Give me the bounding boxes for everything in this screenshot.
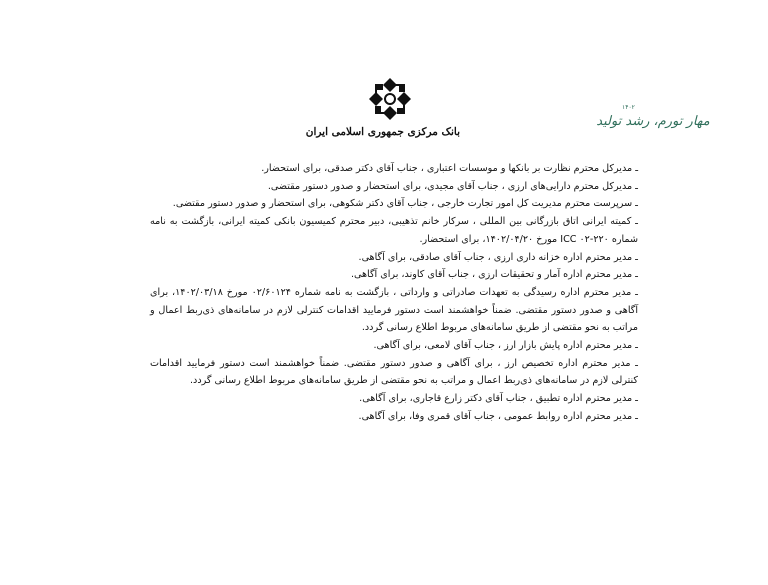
bank-name: بانک مرکزی جمهوری اسلامی ایران xyxy=(305,126,460,138)
slogan xyxy=(588,104,718,144)
list-item: ـ مدیر محترم اداره پایش بازار ارز ، جناب آقای لامعی، برای آگاهی. xyxy=(373,340,638,352)
list-item: ـ کمیته ایرانی اتاق بازرگانی بین المللی ، سرکار خانم تذهیبی، دبیر محترم کمیسیون بانکی کمیته ایرانی، بازگشت به نامه شماره ۲۲۰-۰۲ ICC مورخ ۱۴۰۲/۰۴/۲۰، برای استحضار. xyxy=(150,216,638,245)
slogan-year: ۱۴۰۲ xyxy=(622,104,635,111)
bank-header xyxy=(305,76,460,148)
list-item: ـ مدیر محترم اداره روابط عمومی ، جناب آقای قمری وفا، برای آگاهی. xyxy=(358,410,638,422)
list-item: ـ مدیر محترم اداره آمار و تحقیقات ارزی ، جناب آقای کاوند، برای آگاهی. xyxy=(350,269,638,281)
list-item: ـ مدیر محترم اداره رسیدگی به تعهدات صادراتی و وارداتی ، بازگشت به نامه شماره ۰۲/۶۰۱۲۴ مورخ ۱۴۰۲/۰۳/۱۸، برای آگاهی و صدور دستور مقتضی. ضمناً خواهشمند است دستور فرمایید اقدامات کنترلی لازم در سامانه‌های ذی‌ربط اعمال و مراتب به نحو مقتضی از طریق سامانه‌های مربوط اطلاع رسانی گردد. xyxy=(150,286,638,334)
list-item: ـ سرپرست محترم مدیریت کل امور تجارت خارجی ، جناب آقای دکتر شکوهی، برای استحضار و صدور دستور مقتضی. xyxy=(172,198,638,210)
list-item: ـ مدیر محترم اداره خزانه داری ارزی ، جناب آقای صادقی، برای آگاهی. xyxy=(358,251,638,263)
central-bank-emblem-icon xyxy=(367,76,413,122)
list-item: ـ مدیر محترم اداره تطبیق ، جناب آقای دکتر زارع قاجاری، برای آگاهی. xyxy=(359,393,638,405)
slogan-text: مهار تورم، رشد تولید xyxy=(596,114,710,129)
list-item: ـ مدیرکل محترم نظارت بر بانکها و موسسات اعتباری ، جناب آقای دکتر صدقی، برای استحضار. xyxy=(261,163,638,174)
list-item: ـ مدیر محترم اداره تخصیص ارز ، برای آگاهی و صدور دستور مقتضی. ضمناً خواهشمند است دستور فرمایید اقدامات کنترلی لازم در سامانه‌های ذی‌ربط اعمال و مراتب به نحو مقتضی از طریق سامانه‌های مربوط اطلاع رسانی گردد. xyxy=(150,357,638,387)
list-item: ـ مدیرکل محترم دارایی‌های ارزی ، جناب آقای مجیدی، برای استحضار و صدور دستور مقتضی. xyxy=(267,180,638,192)
recipient-list xyxy=(150,160,638,426)
